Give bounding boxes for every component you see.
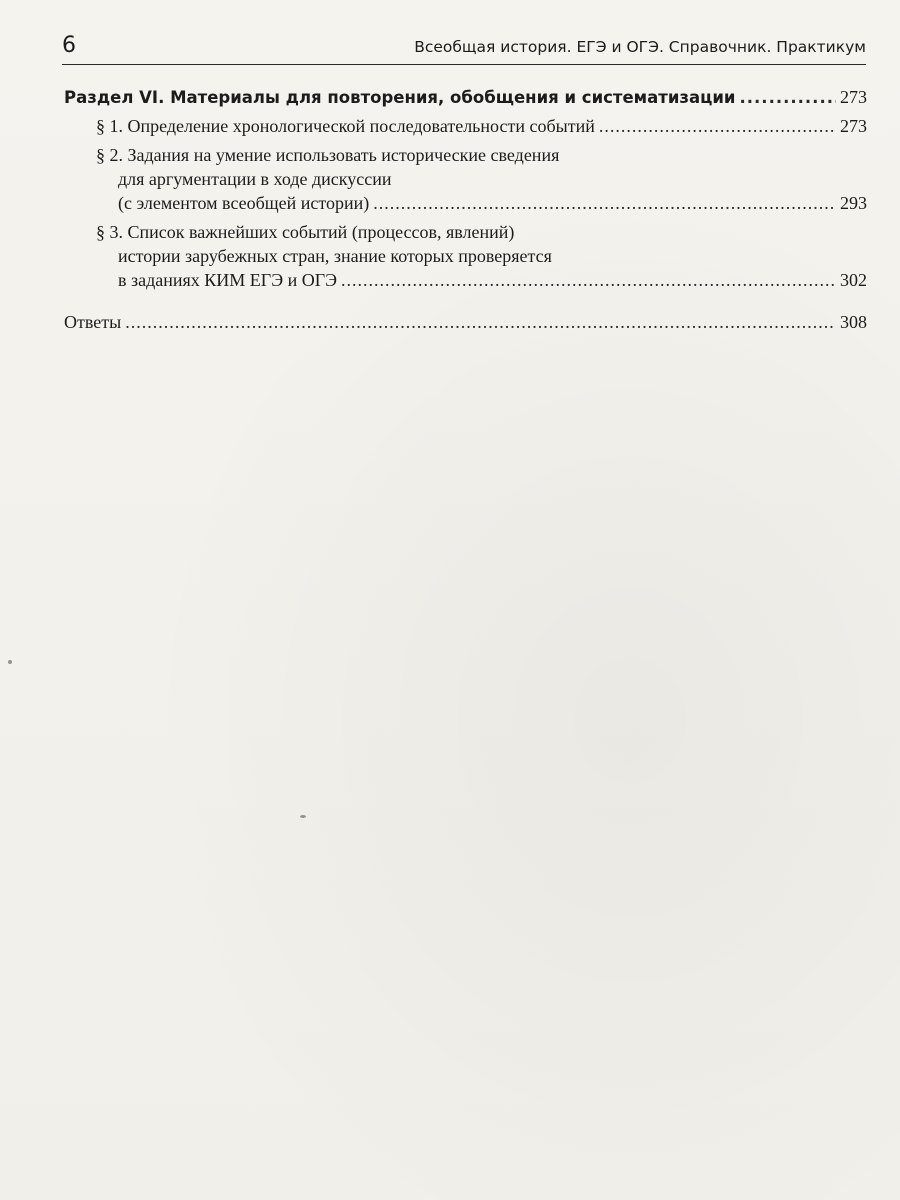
toc-paragraph-line: (с элементом всеобщей истории): [118, 193, 370, 213]
toc-paragraph-2: [64, 143, 867, 215]
toc-answers-title: Ответы: [64, 312, 122, 332]
toc-paragraph-page: 302: [840, 270, 867, 290]
toc-answers-page: 308: [840, 312, 867, 332]
running-title: Всеобщая история. ЕГЭ и ОГЭ. Справочник. Практикум: [414, 38, 866, 56]
page-number: 6: [62, 33, 76, 58]
toc-paragraph-line: § 3. Список важнейших событий (процессов, явлений): [96, 222, 515, 242]
toc-paragraph-1: [64, 114, 867, 138]
toc-section-vi: [64, 86, 867, 109]
toc-paragraph-page: 273: [840, 116, 867, 136]
toc-paragraph-line: § 1. Определение хронологической последовательности событий: [96, 116, 595, 136]
dot-leader: [125, 310, 836, 334]
toc-paragraph-line: для аргументации в ходе дискуссии: [118, 169, 392, 189]
dot-leader: [599, 114, 836, 138]
toc-section-title: Раздел VI. Материалы для повторения, обобщения и систематизации: [64, 88, 736, 107]
table-of-contents: [64, 86, 867, 334]
toc-paragraph-line: в заданиях КИМ ЕГЭ и ОГЭ: [118, 270, 338, 290]
toc-section-page: 273: [840, 87, 867, 107]
toc-paragraph-page: 293: [840, 193, 867, 213]
page-header: [62, 30, 866, 65]
dot-leader: [341, 268, 836, 292]
dot-leader: [740, 87, 837, 109]
print-speck: [300, 815, 306, 818]
toc-paragraph-3: [64, 220, 867, 292]
toc-paragraph-line: § 2. Задания на умение использовать исторические сведения: [96, 145, 560, 165]
toc-answers: [64, 310, 867, 334]
dot-leader: [373, 191, 836, 215]
print-speck: [8, 660, 12, 664]
toc-paragraph-line: истории зарубежных стран, знание которых проверяется: [118, 246, 552, 266]
